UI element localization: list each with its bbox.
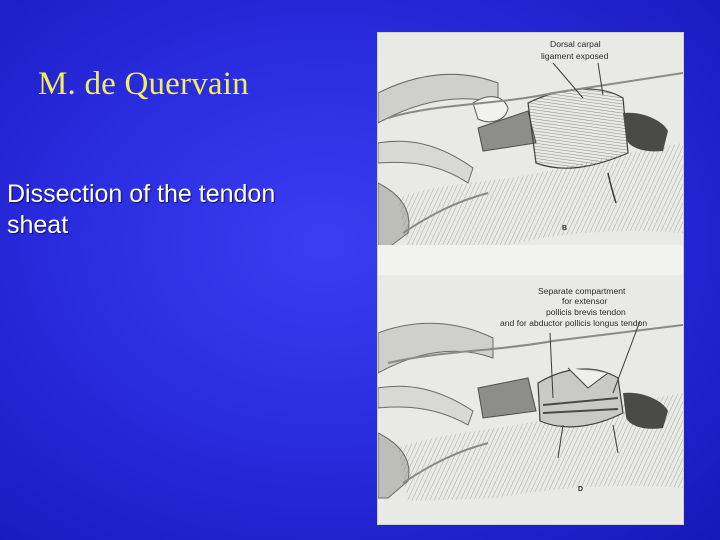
illustration-svg [378, 33, 683, 524]
bottom-callout-line-3: pollicis brevis tendon [546, 307, 626, 317]
slide-title: M. de Quervain [38, 66, 249, 102]
top-callout-line-2: ligament exposed [541, 51, 609, 61]
slide-body-text [7, 179, 337, 241]
top-wrist-drawing [378, 63, 683, 251]
top-callout-line-1: Dorsal carpal [550, 39, 601, 49]
bottom-callout-line-2: for extensor [562, 296, 608, 306]
body-line-2: sheat [7, 211, 69, 239]
bottom-callout-line-4: and for abductor pollicis longus tendon [500, 318, 648, 328]
bottom-callout-line-1: Separate compartment [538, 286, 626, 296]
panel-divider [378, 245, 683, 275]
top-panel-letter: B [562, 225, 568, 232]
bottom-wrist-drawing [378, 321, 683, 501]
anatomical-illustration [377, 32, 684, 525]
body-line-1: Dissection of the tendon [7, 180, 276, 208]
bottom-panel-letter: D [578, 486, 584, 493]
